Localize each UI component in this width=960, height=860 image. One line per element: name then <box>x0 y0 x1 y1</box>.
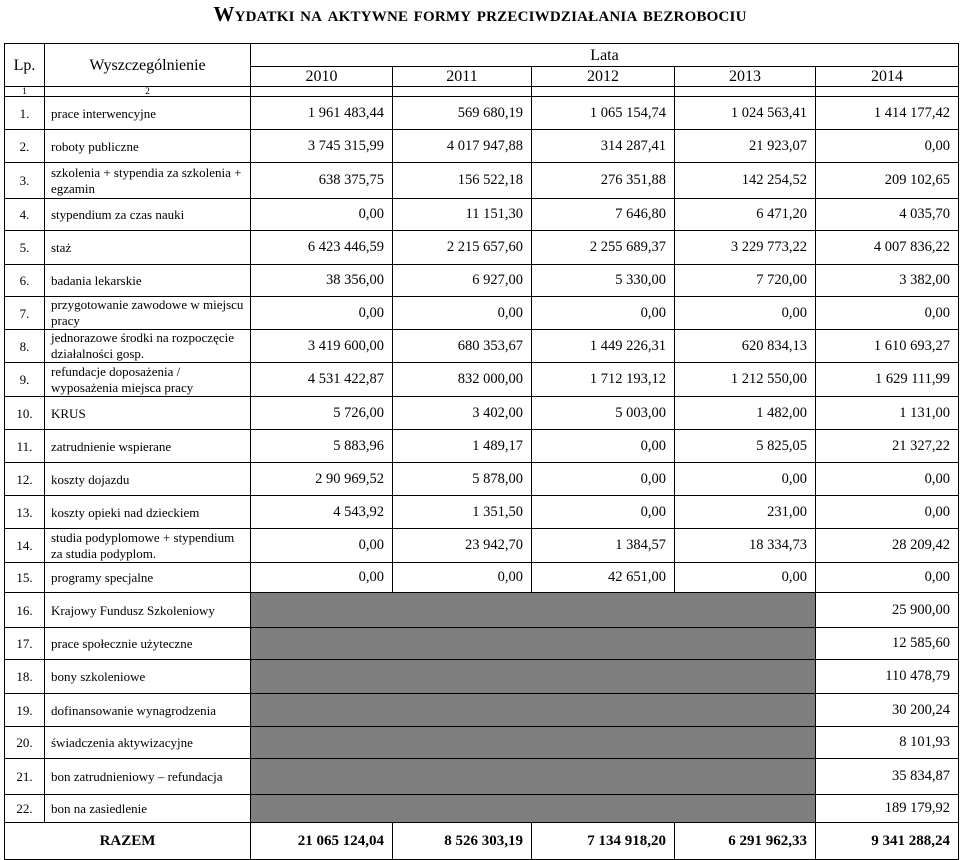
value-cell: 5 330,00 <box>532 265 675 297</box>
row-number: 15. <box>5 563 45 593</box>
table-row <box>5 199 959 231</box>
total-value: 7 134 918,20 <box>532 823 675 860</box>
value-cell: 30 200,24 <box>816 694 959 727</box>
row-number: 16. <box>5 593 45 628</box>
row-number: 22. <box>5 795 45 823</box>
row-label: Krajowy Fundusz Szkoleniowy <box>45 593 251 628</box>
value-cell: 142 254,52 <box>675 163 816 199</box>
header-year: 2012 <box>532 67 675 87</box>
header-year: 2013 <box>675 67 816 87</box>
value-cell: 0,00 <box>675 563 816 593</box>
table-row <box>5 496 959 529</box>
row-number: 1. <box>5 97 45 130</box>
value-cell: 0,00 <box>675 297 816 330</box>
row-label: prace interwencyjne <box>45 97 251 130</box>
value-cell: 1 384,57 <box>532 529 675 563</box>
row-label: stypendium za czas nauki <box>45 199 251 231</box>
row-label: KRUS <box>45 397 251 430</box>
value-cell: 6 423 446,59 <box>251 231 393 265</box>
row-number: 5. <box>5 231 45 265</box>
table-row <box>5 759 959 795</box>
value-cell: 7 720,00 <box>675 265 816 297</box>
value-cell: 4 531 422,87 <box>251 363 393 397</box>
value-cell: 638 375,75 <box>251 163 393 199</box>
row-label: koszty opieki nad dzieckiem <box>45 496 251 529</box>
value-cell: 1 712 193,12 <box>532 363 675 397</box>
row-label: refundacje doposażenia / wyposażenia miejsca pracy <box>45 363 251 397</box>
value-cell: 5 726,00 <box>251 397 393 430</box>
table-row <box>5 463 959 496</box>
row-label: roboty publiczne <box>45 130 251 163</box>
row-number: 12. <box>5 463 45 496</box>
value-cell: 276 351,88 <box>532 163 675 199</box>
value-cell: 3 745 315,99 <box>251 130 393 163</box>
row-number: 6. <box>5 265 45 297</box>
row-number: 2. <box>5 130 45 163</box>
value-cell: 3 402,00 <box>393 397 532 430</box>
header-name: Wyszczególnienie <box>45 44 251 87</box>
row-number: 4. <box>5 199 45 231</box>
row-number: 18. <box>5 660 45 694</box>
value-cell: 3 229 773,22 <box>675 231 816 265</box>
value-cell: 5 003,00 <box>532 397 675 430</box>
value-cell: 0,00 <box>816 563 959 593</box>
value-cell: 314 287,41 <box>532 130 675 163</box>
value-cell: 3 382,00 <box>816 265 959 297</box>
value-cell: 0,00 <box>532 463 675 496</box>
row-label: programy specjalne <box>45 563 251 593</box>
row-label: świadczenia aktywizacyjne <box>45 727 251 759</box>
value-cell: 1 482,00 <box>675 397 816 430</box>
value-cell: 1 629 111,99 <box>816 363 959 397</box>
row-label: dofinansowanie wynagrodzenia <box>45 694 251 727</box>
value-cell: 4 007 836,22 <box>816 231 959 265</box>
value-cell: 5 878,00 <box>393 463 532 496</box>
value-cell: 1 212 550,00 <box>675 363 816 397</box>
row-number: 17. <box>5 628 45 660</box>
value-cell: 2 215 657,60 <box>393 231 532 265</box>
row-number: 10. <box>5 397 45 430</box>
table-row <box>5 694 959 727</box>
value-cell: 1 449 226,31 <box>532 330 675 363</box>
value-cell: 21 923,07 <box>675 130 816 163</box>
value-cell: 18 334,73 <box>675 529 816 563</box>
value-cell: 23 942,70 <box>393 529 532 563</box>
value-cell: 21 327,22 <box>816 430 959 463</box>
total-value: 6 291 962,33 <box>675 823 816 860</box>
row-number: 13. <box>5 496 45 529</box>
row-label: bon zatrudnieniowy – refundacja <box>45 759 251 795</box>
value-cell: 38 356,00 <box>251 265 393 297</box>
value-cell: 6 927,00 <box>393 265 532 297</box>
row-number: 20. <box>5 727 45 759</box>
value-cell: 7 646,80 <box>532 199 675 231</box>
table-row <box>5 97 959 130</box>
table-row <box>5 563 959 593</box>
total-value: 9 341 288,24 <box>816 823 959 860</box>
header-year: 2010 <box>251 67 393 87</box>
value-cell: 0,00 <box>532 297 675 330</box>
shaded-cell <box>251 694 816 727</box>
header-row-numbers <box>5 87 959 97</box>
row-label: prace społecznie użyteczne <box>45 628 251 660</box>
value-cell: 1 961 483,44 <box>251 97 393 130</box>
total-row <box>5 823 959 860</box>
total-label: RAZEM <box>5 823 251 860</box>
table-row <box>5 628 959 660</box>
shaded-cell <box>251 660 816 694</box>
value-cell: 0,00 <box>532 496 675 529</box>
table-row <box>5 163 959 199</box>
value-cell: 0,00 <box>251 529 393 563</box>
value-cell: 1 024 563,41 <box>675 97 816 130</box>
value-cell: 1 489,17 <box>393 430 532 463</box>
table-row <box>5 231 959 265</box>
row-label: przygotowanie zawodowe w miejscu pracy <box>45 297 251 330</box>
value-cell: 0,00 <box>393 563 532 593</box>
value-cell: 12 585,60 <box>816 628 959 660</box>
row-number: 11. <box>5 430 45 463</box>
row-number: 7. <box>5 297 45 330</box>
value-cell: 0,00 <box>816 297 959 330</box>
value-cell: 156 522,18 <box>393 163 532 199</box>
value-cell: 8 101,93 <box>816 727 959 759</box>
row-number: 9. <box>5 363 45 397</box>
value-cell: 42 651,00 <box>532 563 675 593</box>
table-row <box>5 430 959 463</box>
header-lp: Lp. <box>5 44 45 87</box>
value-cell: 0,00 <box>251 563 393 593</box>
value-cell: 2 255 689,37 <box>532 231 675 265</box>
row-number: 21. <box>5 759 45 795</box>
table-body <box>5 44 959 860</box>
value-cell: 2 90 969,52 <box>251 463 393 496</box>
header-years-group: Lata <box>251 44 959 67</box>
header-column-number: 2 <box>45 87 251 97</box>
value-cell: 1 065 154,74 <box>532 97 675 130</box>
table-row <box>5 660 959 694</box>
value-cell: 1 414 177,42 <box>816 97 959 130</box>
expenditure-table <box>4 43 959 860</box>
value-cell: 0,00 <box>816 130 959 163</box>
value-cell: 4 035,70 <box>816 199 959 231</box>
header-year: 2014 <box>816 67 959 87</box>
total-value: 8 526 303,19 <box>393 823 532 860</box>
value-cell: 620 834,13 <box>675 330 816 363</box>
shaded-cell <box>251 593 816 628</box>
table-row <box>5 593 959 628</box>
header-column-number: 1 <box>5 87 45 97</box>
value-cell: 0,00 <box>816 463 959 496</box>
value-cell: 0,00 <box>532 430 675 463</box>
shaded-cell <box>251 795 816 823</box>
table-row <box>5 397 959 430</box>
value-cell: 189 179,92 <box>816 795 959 823</box>
row-number: 8. <box>5 330 45 363</box>
value-cell: 209 102,65 <box>816 163 959 199</box>
table-row <box>5 727 959 759</box>
row-label: badania lekarskie <box>45 265 251 297</box>
value-cell: 0,00 <box>816 496 959 529</box>
row-number: 14. <box>5 529 45 563</box>
table-row <box>5 265 959 297</box>
value-cell: 0,00 <box>675 463 816 496</box>
value-cell: 5 883,96 <box>251 430 393 463</box>
row-label: szkolenia + stypendia za szkolenia + egzamin <box>45 163 251 199</box>
header-row-1 <box>5 44 959 67</box>
value-cell: 680 353,67 <box>393 330 532 363</box>
value-cell: 3 419 600,00 <box>251 330 393 363</box>
value-cell: 832 000,00 <box>393 363 532 397</box>
table-row <box>5 130 959 163</box>
row-label: studia podyplomowe + stypendium za studia podyplom. <box>45 529 251 563</box>
shaded-cell <box>251 628 816 660</box>
value-cell: 5 825,05 <box>675 430 816 463</box>
shaded-cell <box>251 727 816 759</box>
row-label: koszty dojazdu <box>45 463 251 496</box>
table-row <box>5 363 959 397</box>
table-row <box>5 529 959 563</box>
value-cell: 35 834,87 <box>816 759 959 795</box>
value-cell: 569 680,19 <box>393 97 532 130</box>
row-label: bony szkoleniowe <box>45 660 251 694</box>
page-title: Wydatki na aktywne formy przeciwdziałania bezrobociu <box>213 2 747 26</box>
row-label: jednorazowe środki na rozpoczęcie działalności gosp. <box>45 330 251 363</box>
value-cell: 25 900,00 <box>816 593 959 628</box>
value-cell: 6 471,20 <box>675 199 816 231</box>
row-label: zatrudnienie wspierane <box>45 430 251 463</box>
row-label: staż <box>45 231 251 265</box>
value-cell: 0,00 <box>251 297 393 330</box>
row-label: bon na zasiedlenie <box>45 795 251 823</box>
table-row <box>5 330 959 363</box>
value-cell: 4 543,92 <box>251 496 393 529</box>
value-cell: 231,00 <box>675 496 816 529</box>
value-cell: 0,00 <box>393 297 532 330</box>
header-year: 2011 <box>393 67 532 87</box>
value-cell: 11 151,30 <box>393 199 532 231</box>
value-cell: 28 209,42 <box>816 529 959 563</box>
total-value: 21 065 124,04 <box>251 823 393 860</box>
value-cell: 1 131,00 <box>816 397 959 430</box>
table-row <box>5 795 959 823</box>
row-number: 19. <box>5 694 45 727</box>
shaded-cell <box>251 759 816 795</box>
value-cell: 0,00 <box>251 199 393 231</box>
value-cell: 4 017 947,88 <box>393 130 532 163</box>
table-row <box>5 297 959 330</box>
value-cell: 110 478,79 <box>816 660 959 694</box>
value-cell: 1 610 693,27 <box>816 330 959 363</box>
value-cell: 1 351,50 <box>393 496 532 529</box>
row-number: 3. <box>5 163 45 199</box>
